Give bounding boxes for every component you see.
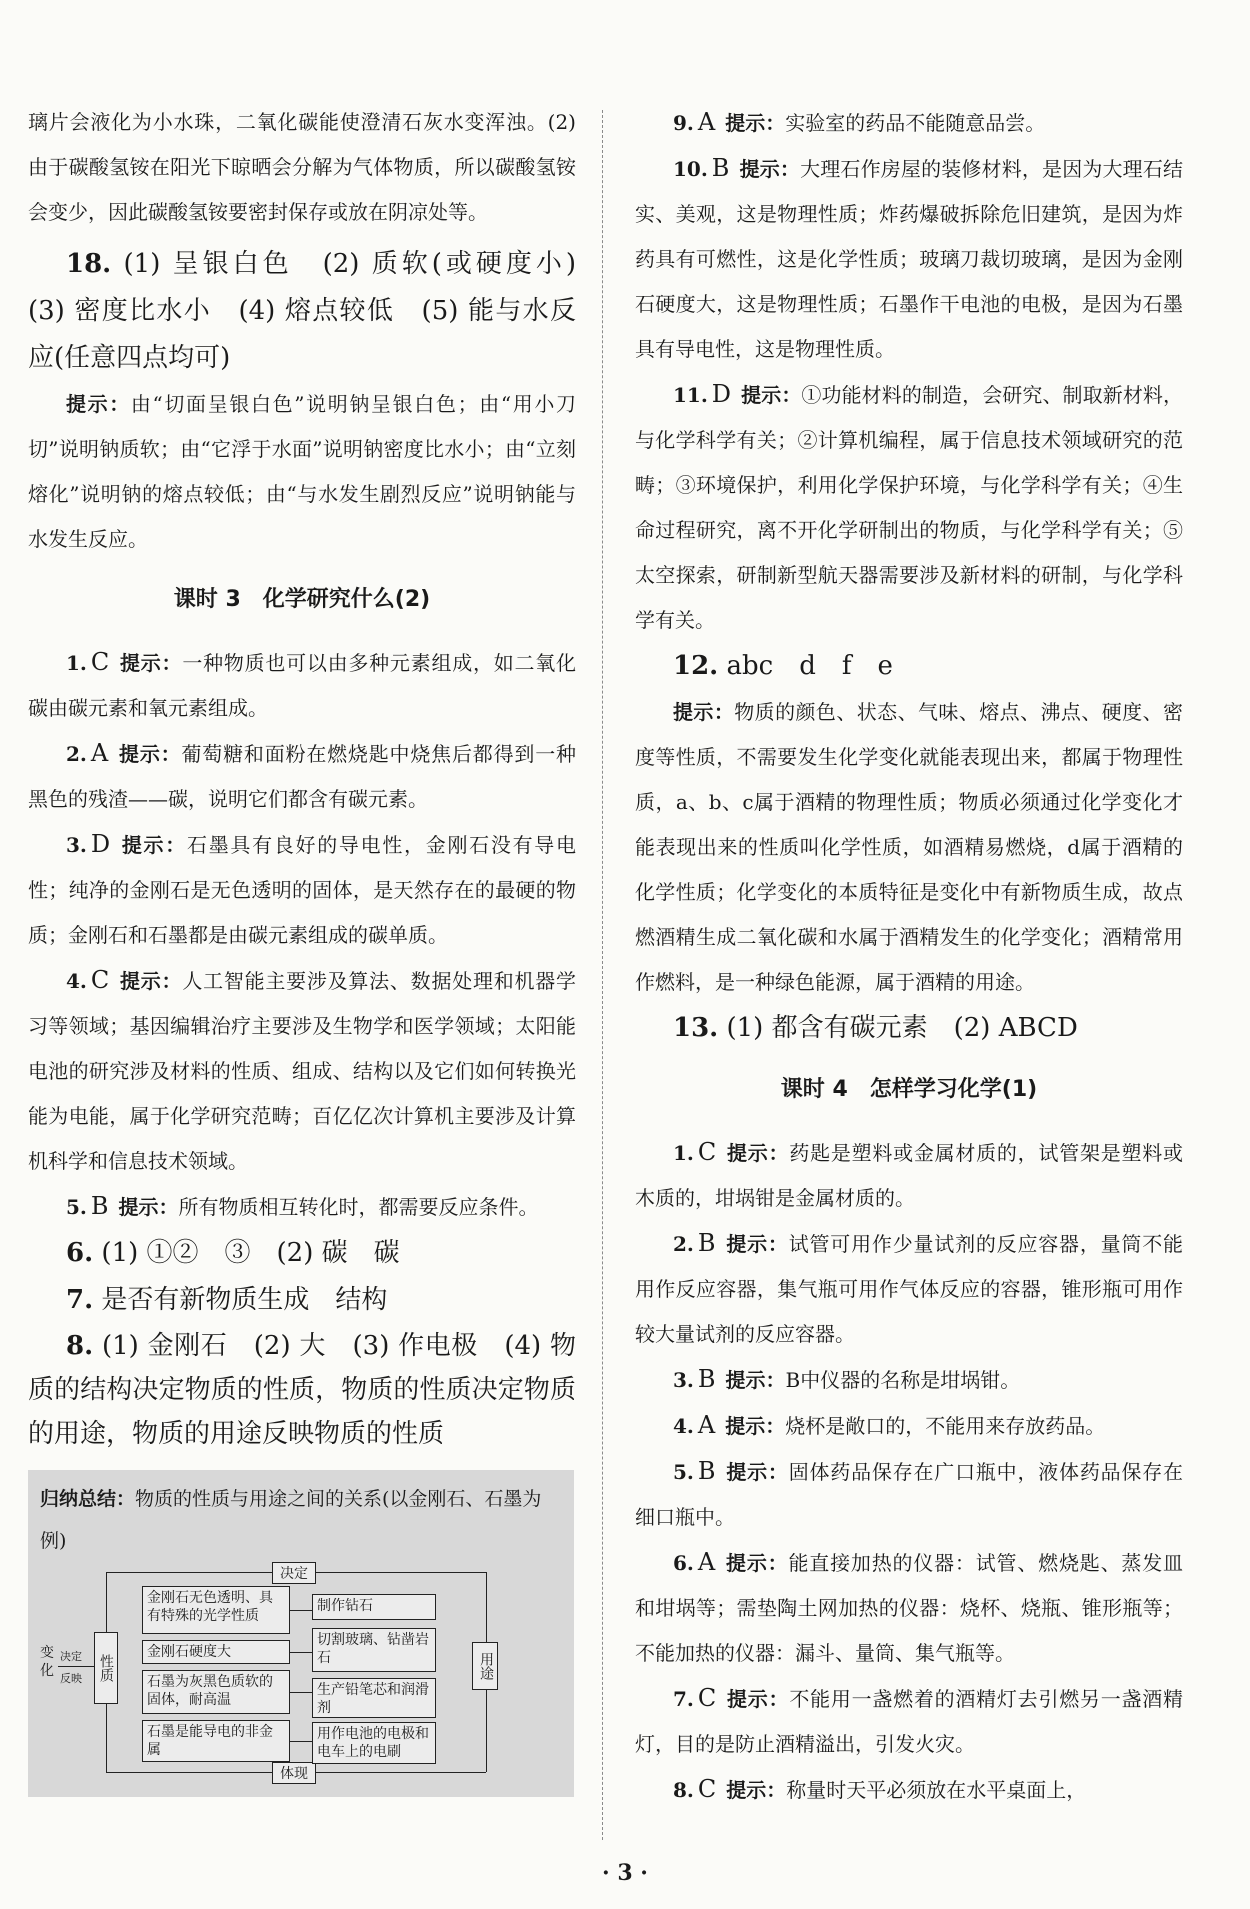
prop-box-3: 石墨为灰黑色质软的固体，耐高温 <box>142 1670 290 1714</box>
tip-text: 烧杯是敞口的，不能用来存放药品。 <box>785 1414 1106 1438</box>
q-answer: (1) ①② ③ (2) 碳 碳 <box>101 1238 400 1268</box>
q-number: 8. <box>673 1778 694 1802</box>
tip-text: 葡萄糖和面粉在燃烧匙中烧焦后都得到一种黑色的残渣——碳，说明它们都含有碳元素。 <box>28 742 577 811</box>
section-3-title: 课时 3 化学研究什么(2) <box>173 587 431 612</box>
q-number: 6. <box>673 1551 694 1575</box>
tip-text: 实验室的药品不能随意品尝。 <box>785 111 1046 135</box>
q13 <box>635 1005 1183 1052</box>
q-answer: A <box>697 1548 716 1576</box>
tip-label: 提示： <box>725 1414 786 1438</box>
tip-label: 提示： <box>726 1778 787 1802</box>
q-answer: B <box>711 154 730 182</box>
s4-q4 <box>635 1403 1183 1449</box>
column-divider <box>602 110 603 1840</box>
tip-label: 提示： <box>741 383 802 407</box>
tip-text: 药匙是塑料或金属材质的，试管架是塑料或木质的，坩埚钳是金属材质的。 <box>635 1141 1184 1210</box>
tip-label: 提示： <box>119 651 183 675</box>
tip-text: 一种物质也可以由多种元素组成，如二氧化碳由碳元素和氧元素组成。 <box>28 651 577 720</box>
q-number: 2. <box>673 1232 694 1256</box>
change-label: 变化 <box>40 1645 54 1679</box>
tip-text: 石墨具有良好的导电性，金刚石没有导电性；纯净的金刚石是无色透明的固体，是天然存在的最硬的物质；金刚石和石墨都是由碳元素组成的碳单质。 <box>28 833 577 947</box>
q-number: 3. <box>673 1368 694 1392</box>
q-number: 5. <box>673 1460 694 1484</box>
tip-label: 提示： <box>119 969 183 993</box>
q-answer: C <box>697 1138 717 1166</box>
q-answer: abc d f e <box>726 651 893 681</box>
q-answer: B <box>697 1457 716 1485</box>
q-number: 5. <box>66 1195 87 1219</box>
tip-label: 提示： <box>726 1687 790 1711</box>
s3-q4 <box>28 958 576 1184</box>
q-number: 3. <box>66 833 87 857</box>
summary-box <box>28 1470 574 1797</box>
use-box: 用途 <box>472 1642 498 1690</box>
tip-label: 提示： <box>726 1141 790 1165</box>
q-answer: C <box>90 648 110 676</box>
q-number: 12. <box>673 651 719 681</box>
q-number: 1. <box>673 1141 694 1165</box>
q18-number: 18. <box>66 249 112 279</box>
tip-label: 提示： <box>673 700 735 724</box>
q-answer: D <box>711 380 732 408</box>
tip-label: 提示： <box>120 833 187 857</box>
q-number: 4. <box>673 1414 694 1438</box>
s3-q6 <box>28 1230 576 1277</box>
q-answer: C <box>90 966 110 994</box>
q-number: 6. <box>66 1238 94 1268</box>
s4-q5 <box>635 1449 1183 1540</box>
q-answer: B <box>90 1192 109 1220</box>
property-box: 性质 <box>94 1632 118 1704</box>
tip-text: 试管可用作少量试剂的反应容器，量筒不能用作反应容器，集气瓶可用作气体反应的容器，锥形瓶可用作较大量试剂的反应容器。 <box>635 1232 1184 1346</box>
q-number: 9. <box>673 111 694 135</box>
q-answer: C <box>697 1775 717 1803</box>
q10 <box>635 146 1183 372</box>
tip-text: 大理石作房屋的装修材料，是因为大理石结实、美观，这是物理性质；炸药爆破拆除危旧建筑，是因为炸药具有可燃性，这是化学性质；玻璃刀裁切玻璃，是因为金刚石硬度大，这是物理性质；石墨作干电池的电极，是因为石墨具有导电性，这是物理性质。 <box>635 157 1184 361</box>
prop-box-4: 石墨是能导电的非金属 <box>142 1720 290 1762</box>
s3-q5 <box>28 1184 576 1230</box>
q-answer: B <box>697 1365 716 1393</box>
q-answer: C <box>697 1684 717 1712</box>
tip-label: 提示： <box>118 1195 179 1219</box>
q12 <box>635 643 1183 690</box>
decide-label: 决定 <box>272 1562 316 1584</box>
q-answer: A <box>90 739 109 767</box>
q-number: 7. <box>66 1285 94 1315</box>
tip-label: 提示： <box>725 1368 786 1392</box>
s4-q6 <box>635 1540 1183 1676</box>
right-column <box>635 100 1183 1813</box>
decide-small-label: 决定 <box>60 1650 82 1663</box>
use-box-1: 制作钻石 <box>312 1594 436 1620</box>
q-number: 4. <box>66 969 87 993</box>
section-4-title: 课时 4 怎样学习化学(1) <box>780 1077 1038 1102</box>
summary-title <box>40 1478 562 1562</box>
q-answer: (1) 金刚石 (2) 大 (3) 作电极 (4) 物质的结构决定物质的性质，物质的性质决定物质的用途，物质的用途反映物质的性质 <box>28 1331 576 1449</box>
s3-q3 <box>28 822 576 958</box>
q-number: 11. <box>673 383 708 407</box>
s4-q8 <box>635 1767 1183 1813</box>
s4-q1 <box>635 1130 1183 1221</box>
q12-tip <box>635 690 1183 1005</box>
q18-tip-text: 由“切面呈银白色”说明钠呈银白色；由“用小刀切”说明钠质软；由“它浮于水面”说明钠密度比水小；由“立刻熔化”说明钠的熔点较低；由“与水发生剧烈反应”说明钠能与水发生反应。 <box>28 392 576 551</box>
s4-q3 <box>635 1357 1183 1403</box>
property-use-diagram <box>40 1566 562 1788</box>
use-box-2: 切割玻璃、钻凿岩石 <box>312 1628 436 1672</box>
q-answer: (1) 都含有碳元素 (2) ABCD <box>726 1013 1078 1043</box>
intro-paragraph: 璃片会液化为小水珠，二氧化碳能使澄清石灰水变浑浊。(2) 由于碳酸氢铵在阳光下晾晒会分解为气体物质，所以碳酸氢铵会变少，因此碳酸氢铵要密封保存或放在阴凉处等。 <box>28 110 576 224</box>
q-number: 1. <box>66 651 87 675</box>
tip-text: 人工智能主要涉及算法、数据处理和机器学习等领域；基因编辑治疗主要涉及生物学和医学领域；太阳能电池的研究涉及材料的性质、组成、结构以及它们如何转换光能为电能，属于化学研究范畴；百亿亿次计算机主要涉及计算机科学和信息技术领域。 <box>28 969 577 1173</box>
q-number: 13. <box>673 1013 719 1043</box>
q18-answer <box>28 241 603 382</box>
q18-answer-text: (1) 呈银白色 (2) 质软(或硬度小) (3) 密度比水小 (4) 熔点较低 (5) 能与水反应(任意四点均可) <box>28 249 603 373</box>
tip-text: 物质的颜色、状态、气味、熔点、沸点、硬度、密度等性质，不需要发生化学变化就能表现出来，都属于物理性质，a、b、c属于酒精的物理性质；物质必须通过化学变化才能表现出来的性质叫化学性质，如酒精易燃烧，d属于酒精的化学性质；化学变化的本质特征是变化中有新物质生成，故点燃酒精生成二氧化碳和水属于酒精发生的化学变化；酒精常用作燃料，是一种绿色能源，属于酒精的用途。 <box>635 700 1183 994</box>
q-answer: A <box>697 108 716 136</box>
s4-q2 <box>635 1221 1183 1357</box>
left-column <box>28 100 603 1797</box>
use-box-4: 用作电池的电极和电车上的电刷 <box>312 1722 436 1764</box>
tip-label: 提示： <box>725 1551 789 1575</box>
summary-title-text: 物质的性质与用途之间的关系(以金刚石、石墨为例) <box>40 1488 542 1552</box>
tip-text: 能直接加热的仪器：试管、燃烧匙、蒸发皿和坩埚等；需垫陶土网加热的仪器：烧杯、烧瓶、锥形瓶等；不能加热的仪器：漏斗、量筒、集气瓶等。 <box>635 1551 1184 1665</box>
q9 <box>635 100 1183 146</box>
tip-label: 提示： <box>725 1460 789 1484</box>
tip-label: 提示： <box>118 742 182 766</box>
q-answer: 是否有新物质生成 结构 <box>101 1285 388 1315</box>
s3-q7 <box>28 1277 576 1324</box>
tip-label: 提示： <box>66 392 131 416</box>
q-answer: D <box>90 830 111 858</box>
tip-text: 所有物质相互转化时，都需要反应条件。 <box>178 1195 539 1219</box>
tip-label: 提示： <box>739 157 801 181</box>
tip-label: 提示： <box>725 111 786 135</box>
s3-q8 <box>28 1324 576 1456</box>
s3-q1 <box>28 640 576 731</box>
tip-text: ①功能材料的制造，会研究、制取新材料，与化学科学有关；②计算机编程，属于信息技术领域研究的范畴；③环境保护，利用化学保护环境，与化学科学有关；④生命过程研究，离不开化学研制出的物质，与化学科学有关；⑤太空探索，研制新型航天器需要涉及新材料的研制，与化学科学有关。 <box>635 383 1184 632</box>
q11 <box>635 372 1183 643</box>
q-number: 10. <box>673 157 708 181</box>
s3-q2 <box>28 731 576 822</box>
q-number: 7. <box>673 1687 694 1711</box>
q-number: 8. <box>66 1331 94 1361</box>
page-number: · 3 · <box>602 1860 648 1886</box>
tip-text: B中仪器的名称是坩埚钳。 <box>785 1368 1021 1392</box>
q18-tip <box>28 382 576 562</box>
tip-text: 称量时天平必须放在水平桌面上， <box>786 1778 1087 1802</box>
tip-text: 不能用一盏燃着的酒精灯去引燃另一盏酒精灯，目的是防止酒精溢出，引发火灾。 <box>635 1687 1184 1756</box>
prop-box-2: 金刚石硬度大 <box>142 1640 290 1664</box>
reflect-small-label: 反映 <box>60 1672 82 1685</box>
use-box-3: 生产铅笔芯和润滑剂 <box>312 1678 436 1718</box>
s4-q7 <box>635 1676 1183 1767</box>
tip-text: 固体药品保存在广口瓶中，液体药品保存在细口瓶中。 <box>635 1460 1184 1529</box>
prop-box-1: 金刚石无色透明、具有特殊的光学性质 <box>142 1586 290 1634</box>
reflect-label: 体现 <box>272 1762 316 1784</box>
q-answer: B <box>697 1229 716 1257</box>
tip-label: 提示： <box>725 1232 789 1256</box>
q-number: 2. <box>66 742 87 766</box>
q-answer: A <box>697 1411 716 1439</box>
summary-label: 归纳总结： <box>40 1488 136 1510</box>
